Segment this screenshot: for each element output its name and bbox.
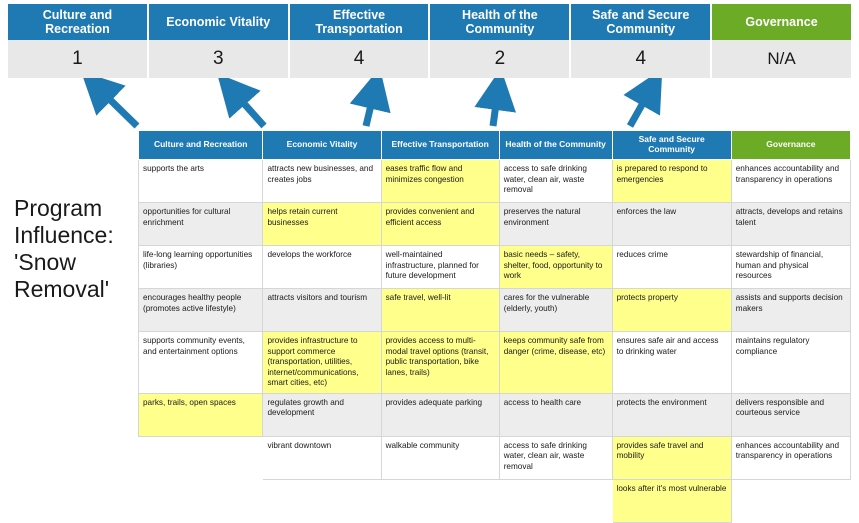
arrow-safe-and-secure-community [630,87,652,126]
table-row [139,203,851,246]
matrix-header-economic-vitality: Economic Vitality [263,131,381,160]
matrix-cell: maintains regulatory compliance [731,332,850,394]
header-culture-and-recreation: Culture and Recreation [8,4,149,40]
header-economic-vitality: Economic Vitality [149,4,290,40]
matrix-cell [499,479,612,522]
matrix-cell: develops the workforce [263,246,381,289]
header-safe-and-secure-community: Safe and Secure Community [571,4,712,40]
arrow-group [0,78,859,134]
matrix-cell: protects property [612,289,731,332]
matrix-header-governance: Governance [731,131,850,160]
table-row [139,436,851,479]
matrix-cell: provides safe travel and mobility [612,436,731,479]
matrix-cell: keeps community safe from danger (crime, disease, etc) [499,332,612,394]
matrix-cell [139,479,263,522]
matrix-cell: access to safe drinking water, clean air, waste removal [499,436,612,479]
matrix-cell [139,436,263,479]
matrix-cell: basic needs – safety, shelter, food, opportunity to work [499,246,612,289]
matrix-cell: parks, trails, open spaces [139,393,263,436]
matrix-cell: is prepared to respond to emergencies [612,160,731,203]
priority-statements-matrix [138,130,851,523]
matrix-header-row [139,131,851,160]
matrix-cell: stewardship of financial, human and physical resources [731,246,850,289]
table-row [139,479,851,522]
matrix-cell: cares for the vulnerable (elderly, youth) [499,289,612,332]
matrix-cell: opportunities for cultural enrichment [139,203,263,246]
matrix-cell: protects the environment [612,393,731,436]
matrix-cell: provides convenient and efficient access [381,203,499,246]
matrix-cell: supports the arts [139,160,263,203]
arrow-culture-and-recreation [96,86,137,126]
arrow-effective-transportation [366,88,375,126]
matrix-header-effective-transportation: Effective Transportation [381,131,499,160]
matrix-cell: attracts new businesses, and creates jobs [263,160,381,203]
header-governance: Governance [712,4,851,40]
matrix-cell: eases traffic flow and minimizes congestion [381,160,499,203]
score-culture-and-recreation: 1 [8,40,149,78]
arrow-economic-vitality [231,89,264,126]
matrix-header-safe-and-secure-community: Safe and Secure Community [612,131,731,160]
score-health-of-the-community: 2 [430,40,571,78]
matrix-cell: helps retain current businesses [263,203,381,246]
matrix-header-health-of-the-community: Health of the Community [499,131,612,160]
matrix-cell: enhances accountability and transparency in operations [731,160,850,203]
table-row [139,160,851,203]
matrix-cell: access to health care [499,393,612,436]
matrix-cell: attracts, develops and retains talent [731,203,850,246]
matrix-cell: access to safe drinking water, clean air, waste removal [499,160,612,203]
priority-header-bar [8,4,851,40]
header-effective-transportation: Effective Transportation [290,4,431,40]
table-row [139,393,851,436]
program-influence-caption: Program Influence: 'Snow Removal' [14,195,114,303]
score-economic-vitality: 3 [149,40,290,78]
score-effective-transportation: 4 [290,40,431,78]
matrix-cell: enforces the law [612,203,731,246]
matrix-cell: provides access to multi-modal travel options (transit, public transportation, bike lanes, trails) [381,332,499,394]
matrix-cell: looks after it's most vulnerable [612,479,731,522]
matrix-cell: attracts visitors and tourism [263,289,381,332]
matrix-cell: safe travel, well-lit [381,289,499,332]
matrix-cell [381,479,499,522]
matrix-cell: reduces crime [612,246,731,289]
table-row [139,332,851,394]
score-safe-and-secure-community: 4 [571,40,712,78]
table-row [139,246,851,289]
matrix-cell: delivers responsible and courteous service [731,393,850,436]
matrix-cell: ensures safe air and access to drinking water [612,332,731,394]
matrix-cell: supports community events, and entertainment options [139,332,263,394]
matrix-cell: enhances accountability and transparency in operations [731,436,850,479]
matrix-cell: vibrant downtown [263,436,381,479]
score-governance: N/A [767,49,796,68]
table-row [139,289,851,332]
matrix-header-culture-and-recreation: Culture and Recreation [139,131,263,160]
matrix-cell: well-maintained infrastructure, planned for future development [381,246,499,289]
header-health-of-the-community: Health of the Community [430,4,571,40]
matrix-cell [731,479,850,522]
matrix-cell: provides adequate parking [381,393,499,436]
matrix-cell: preserves the natural environment [499,203,612,246]
score-row [8,40,851,78]
matrix-cell: walkable community [381,436,499,479]
matrix-body [139,160,851,523]
matrix-cell: assists and supports decision makers [731,289,850,332]
matrix-cell: life-long learning opportunities (libraries) [139,246,263,289]
matrix-cell [263,479,381,522]
arrow-health-of-the-community [493,89,498,126]
matrix-cell: regulates growth and development [263,393,381,436]
matrix-cell: encourages healthy people (promotes active lifestyle) [139,289,263,332]
matrix-cell: provides infrastructure to support commerce (transportation, utilities, internet/communications, smart cities, etc) [263,332,381,394]
